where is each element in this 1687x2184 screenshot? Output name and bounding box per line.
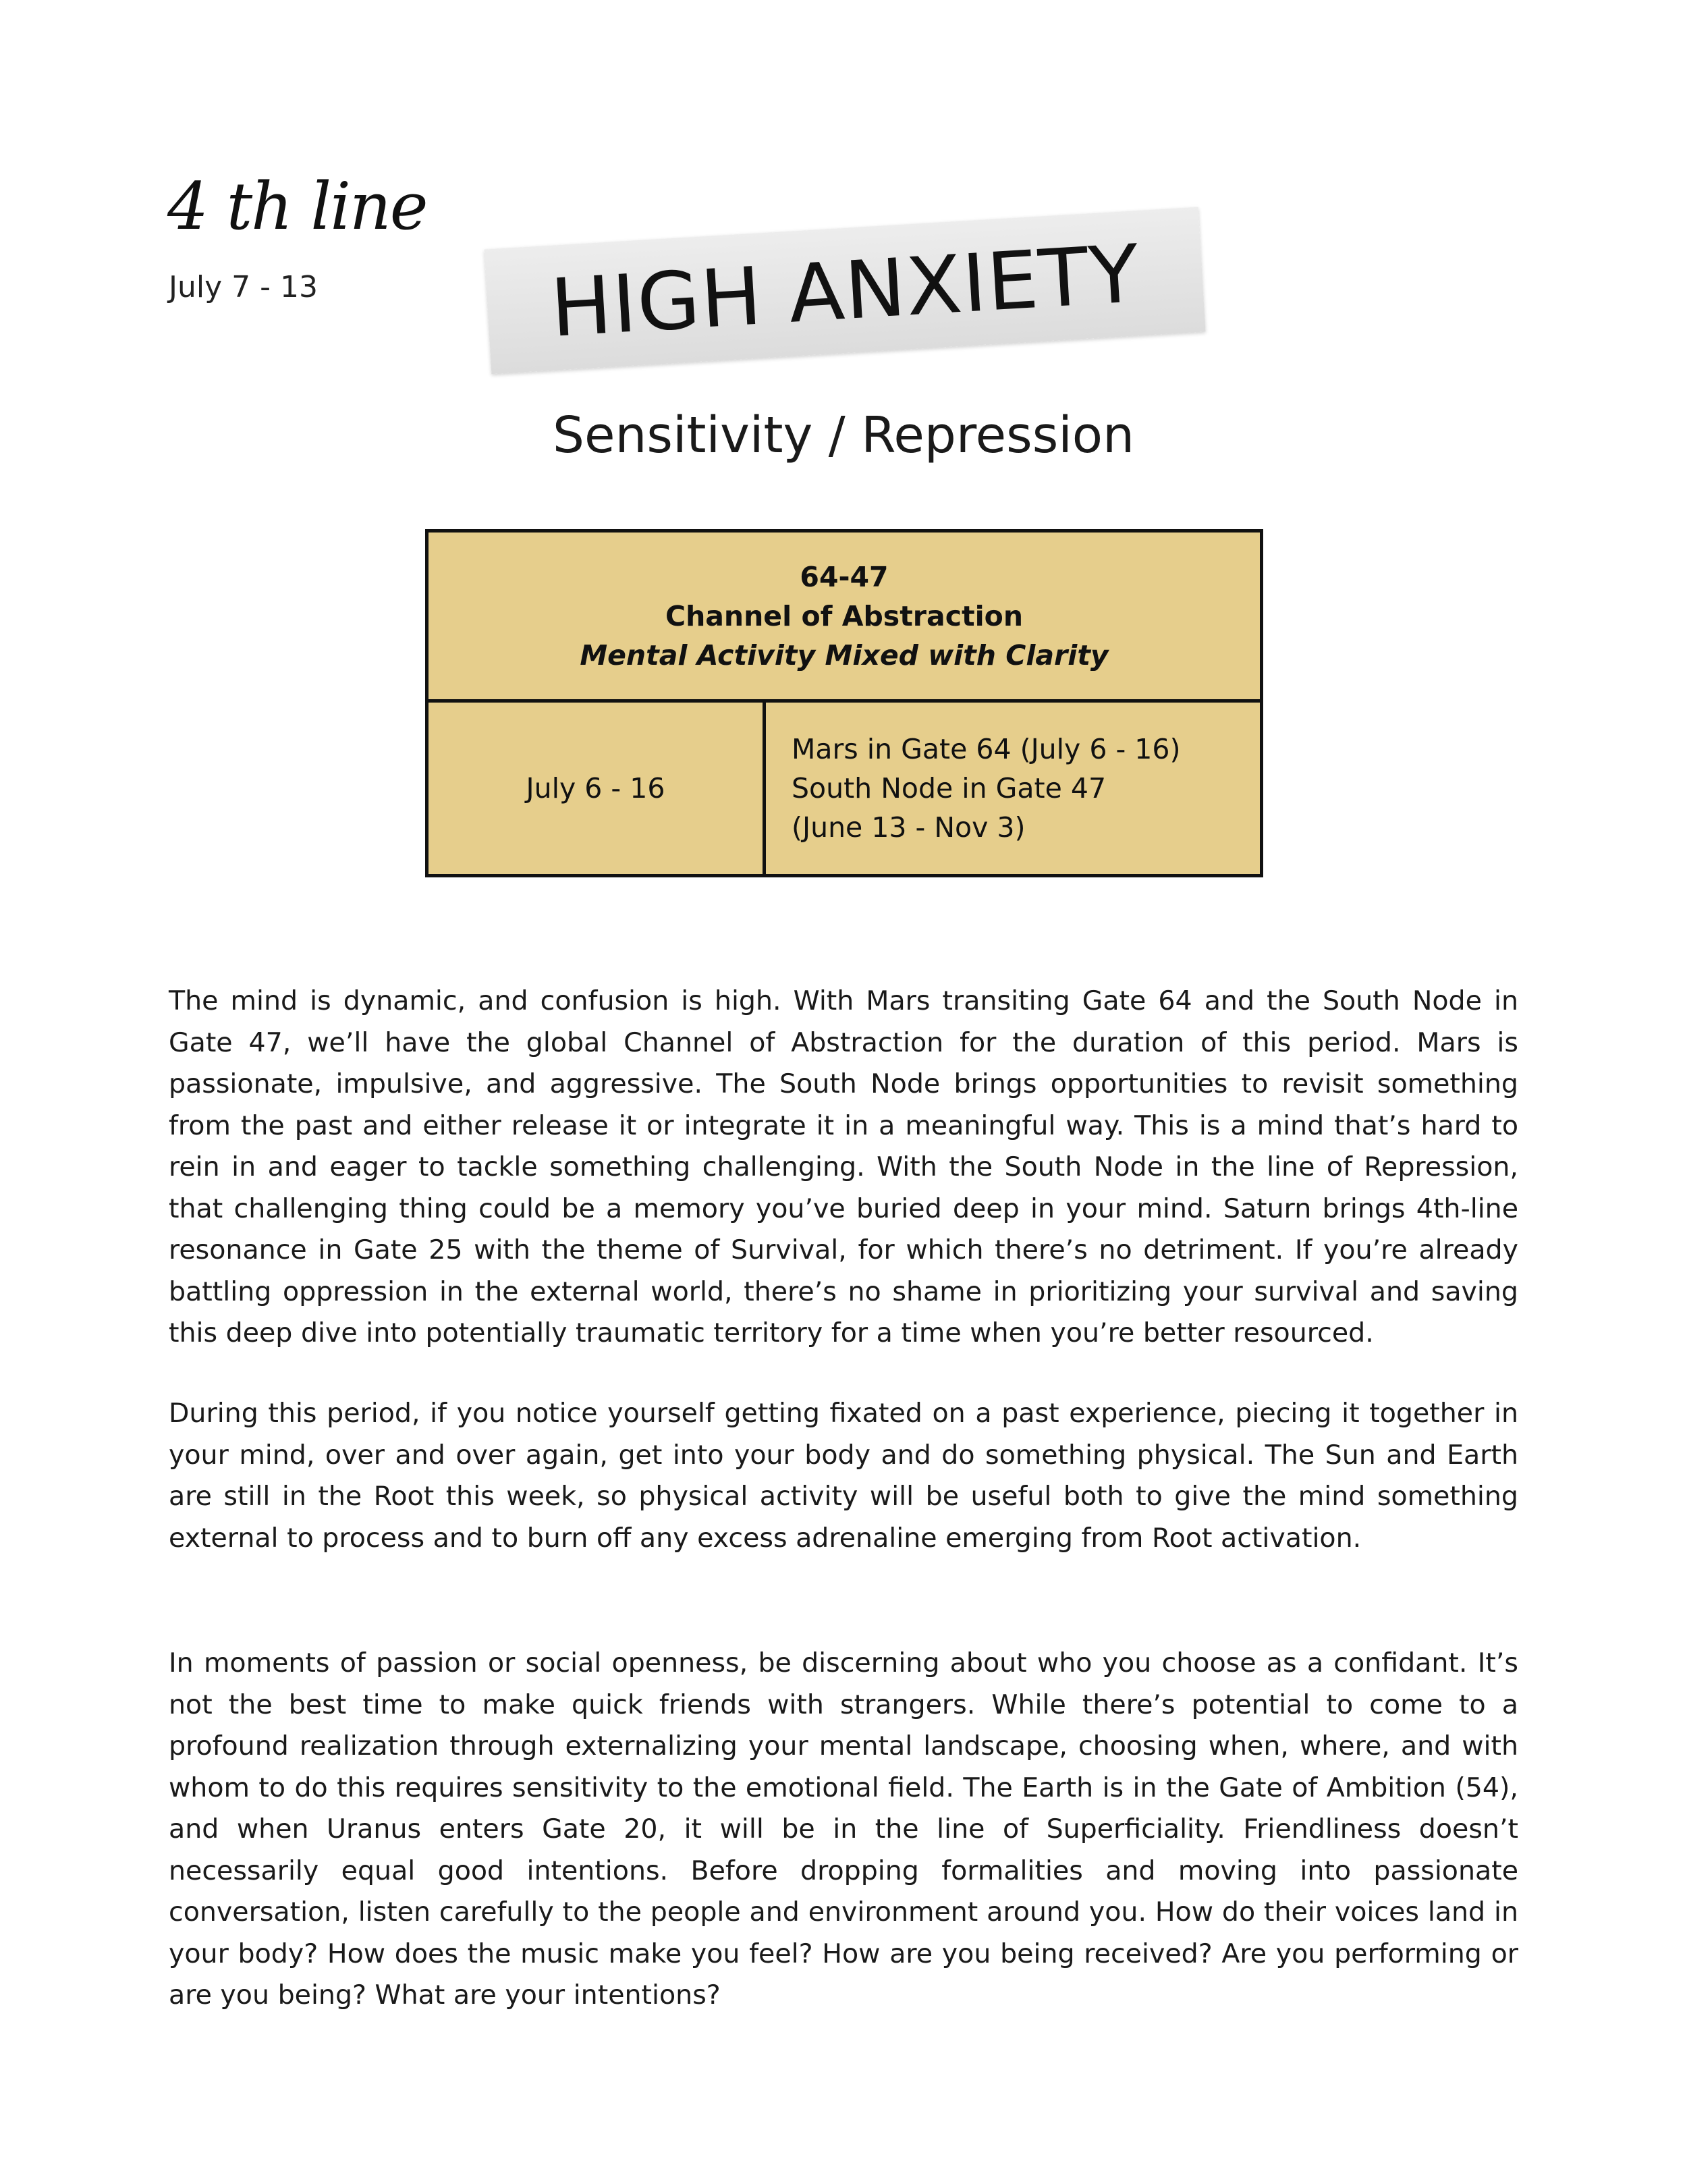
body-paragraph: The mind is dynamic, and confusion is high. With Mars transiting Gate 64 and the South Node in Gate 47, we’ll have the global Channel of Abstraction for the duration of this period. Mars is passionate, impulsive, and aggressive. The South Node brings opportunities to revisit something from the past and either release it or integrate it in a meaningful way. This is a mind that’s hard to rein in and eager to tackle something challenging. With the South Node in the line of Repression, that challenging thing could be a memory you’ve buried deep in your mind. Saturn brings 4th-line resonance in Gate 25 with the theme of Survival, for which there’s no detriment. If you’re already battling oppression in the external world, there’s no shame in prioritizing your survival and saving this deep dive into potentially traumatic territory for a time when you’re better resourced. bbox=[169, 985, 1518, 1348]
channel-transits bbox=[766, 703, 1260, 874]
gate-pair: 64-47 bbox=[800, 560, 889, 593]
channel-name: Channel of Abstraction bbox=[665, 599, 1024, 632]
sticker-text: HIGH ANXIETY bbox=[547, 226, 1142, 355]
body-paragraph: In moments of passion or social openness, be discerning about who you choose as a confidant. It’s not the best time to make quick friends with strangers. While there’s potential to come to a profound realization through externalizing your mental landscape, choosing when, where, and with whom to do this requires sensitivity to the emotional field. The Earth is in the Gate of Ambition (54), and when Uranus enters Gate 20, it will be in the line of Superficiality. Friendliness doesn’t necessarily equal good intentions. Before dropping formalities and moving into passionate conversation, listen carefully to the people and environment around you. How do their voices land in your body? How does the music make you feel? How are you being received? Are you performing or are you being? What are your intentions? bbox=[169, 1647, 1518, 2011]
channel-info-box bbox=[425, 529, 1263, 877]
channel-info-header bbox=[428, 533, 1260, 703]
channel-info-row bbox=[428, 703, 1260, 874]
body-paragraph: During this period, if you notice yourself getting fixated on a past experience, piecing it together in your mind, over and over again, get into your body and do something physical. The Sun and Earth are still in the Root this week, so physical activity will be useful both to give the mind something external to process and to burn off any excess adrenaline emerging from Root activation. bbox=[169, 1398, 1518, 1554]
page-subtitle: Sensitivity / Repression bbox=[553, 406, 1134, 464]
transit-line: South Node in Gate 47 bbox=[792, 772, 1107, 804]
transit-line: (June 13 - Nov 3) bbox=[792, 811, 1026, 844]
channel-dates: July 6 - 16 bbox=[428, 703, 766, 874]
transit-line: Mars in Gate 64 (July 6 - 16) bbox=[792, 733, 1181, 765]
date-range: July 7 - 13 bbox=[169, 270, 318, 304]
high-anxiety-sticker bbox=[484, 207, 1205, 375]
line-label: 4 th line bbox=[167, 169, 427, 244]
channel-theme: Mental Activity Mixed with Clarity bbox=[580, 638, 1109, 672]
